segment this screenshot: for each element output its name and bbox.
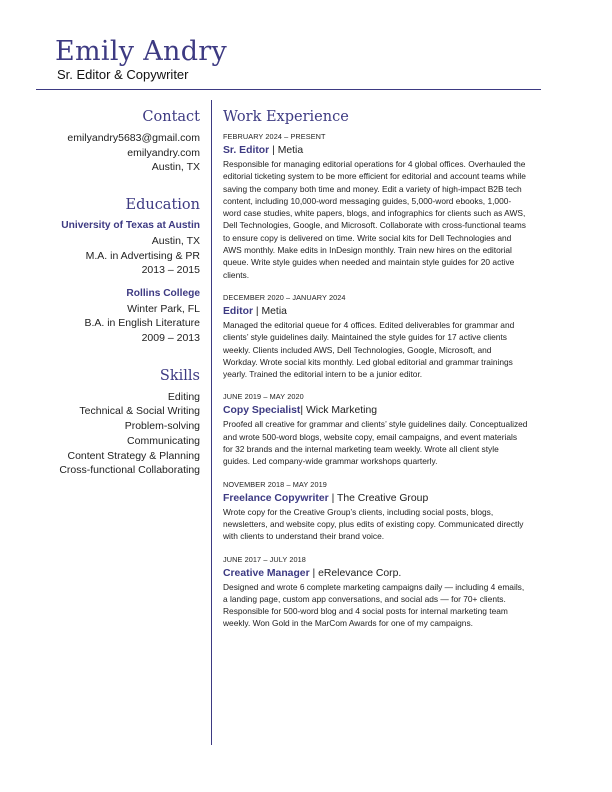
job-company: Metia <box>277 145 304 156</box>
job-separator: | <box>253 305 262 317</box>
contact-heading: Contact <box>142 109 200 125</box>
school-years: 2009 – 2013 <box>141 332 200 345</box>
job-description: Managed the editorial queue for 4 offices. Edited deliverables for grammar and clients’ style guidelines daily. Maintained the style guides for 17 active clients weekly. Clients included AWS, Dell Technologies, Google, Microsoft, and Workday. Wrote social kits monthly. Led global editorial and grammar trainings yearly. Trained the editorial intern to be a junior editor. <box>223 319 515 380</box>
job-title-line <box>223 492 528 506</box>
left-column <box>20 108 200 478</box>
header-divider <box>36 89 541 90</box>
job-description: Wrote copy for the Creative Group’s clients, including social posts, blogs, newsletters, and website copy, plus edits of existing copy. Communicated directly with clients to understand their brand voice. <box>223 506 524 542</box>
education-heading: Education <box>125 197 200 214</box>
job-title-line <box>223 404 528 418</box>
job-dates: JUNE 2019 – MAY 2020 <box>223 392 304 402</box>
skill-item: Communicating <box>127 434 200 447</box>
job-separator: | <box>309 567 319 579</box>
contact-section <box>20 108 200 175</box>
job-title: Sr. Editor <box>223 145 270 156</box>
job-title: Creative Manager <box>223 567 310 579</box>
school-degree: B.A. in English Literature <box>84 317 200 330</box>
job-company: eRelevance Corp. <box>318 567 402 579</box>
job-dates: DECEMBER 2020 – JANUARY 2024 <box>223 292 346 302</box>
job-company: Wick Marketing <box>305 405 377 417</box>
school-location: Austin, TX <box>151 234 200 247</box>
column-divider <box>211 100 212 745</box>
job-dates: JUNE 2017 – JULY 2018 <box>223 554 306 564</box>
job-dates: NOVEMBER 2018 – MAY 2019 <box>223 479 327 489</box>
job-separator: | <box>300 405 306 417</box>
skill-item: Problem-solving <box>124 420 200 433</box>
contact-email: emilyandry5683@gmail.com <box>67 132 200 144</box>
job-dates: FEBRUARY 2024 – PRESENT <box>223 132 326 141</box>
job-description: Responsible for managing editorial operations for 4 global offices. Overhauled the editorial ticketing system to be more efficient for editorial and account teams while saving the company both time and money. Edit a variety of high-impact B2B tech content, including 10,000-word messaging guides, 5,000-word ebooks, 1,000-word case studies, white papers, blogs, and infographics for clients such as AWS, Dell Technologies, Google, and Microsoft. Collaborate with cross-functional teams to ensure copy is delivered on time. Write social kits for Dell Technologies and AWS monthly. Make edits in InDesign monthly. Train new hires on the editorial queue. Write style guides when needed and maintain style guides for 20 active clients. <box>223 159 526 280</box>
job-description: Proofed all creative for grammar and clients’ style guidelines daily. Conceptualized and wrote 500-word blogs, website copy, email campaigns, and event materials for 32 brands and the internal marketing team weekly. Wrote all client style guides. Led company-wide grammar workshops quarterly. <box>223 419 528 467</box>
work-heading: Work Experience <box>223 109 349 125</box>
school-location: Winter Park, FL <box>127 302 200 315</box>
education-section <box>20 196 200 346</box>
school-years: 2013 – 2015 <box>141 264 200 277</box>
resume-name: Emily Andry <box>55 36 228 67</box>
job-entry <box>223 555 528 630</box>
job-separator: | <box>328 492 337 504</box>
job-company: The Creative Group <box>336 492 429 504</box>
skills-section <box>20 367 200 478</box>
contact-location: Austin, TX <box>151 161 200 174</box>
job-company: Metia <box>261 305 287 317</box>
school-degree: M.A. in Advertising & PR <box>85 249 200 262</box>
skill-item: Editing <box>167 390 200 403</box>
job-description: Designed and wrote 6 complete marketing campaigns daily — including 4 emails, a landing page, custom app conversations, and social ads — for 70+ clients. Responsible for 500-word blog and 4 social posts for internal marketing team weekly. Won Gold in the MarCom Awards for one of my campaigns. <box>223 581 525 629</box>
skills-heading: Skills <box>159 367 200 384</box>
contact-website: emilyandry.com <box>127 146 200 159</box>
right-column <box>223 108 528 642</box>
job-title-line <box>223 305 528 319</box>
skill-item: Technical & Social Writing <box>79 405 200 418</box>
job-title: Editor <box>223 305 254 317</box>
job-title-line <box>223 567 528 581</box>
resume-subtitle: Sr. Editor & Copywriter <box>57 67 189 82</box>
job-separator: | <box>269 145 278 156</box>
job-entry <box>223 293 528 380</box>
job-title: Freelance Copywriter <box>223 492 329 504</box>
job-entry <box>223 132 528 281</box>
job-entry <box>223 480 528 543</box>
skill-item: Cross-functional Collaborating <box>59 464 200 477</box>
school-name: University of Texas at Austin <box>61 220 200 232</box>
job-title-line <box>223 144 528 158</box>
school-name: Rollins College <box>126 287 200 299</box>
skill-item: Content Strategy & Planning <box>67 449 200 462</box>
job-title: Copy Specialist <box>223 405 301 417</box>
job-entry <box>223 392 528 467</box>
